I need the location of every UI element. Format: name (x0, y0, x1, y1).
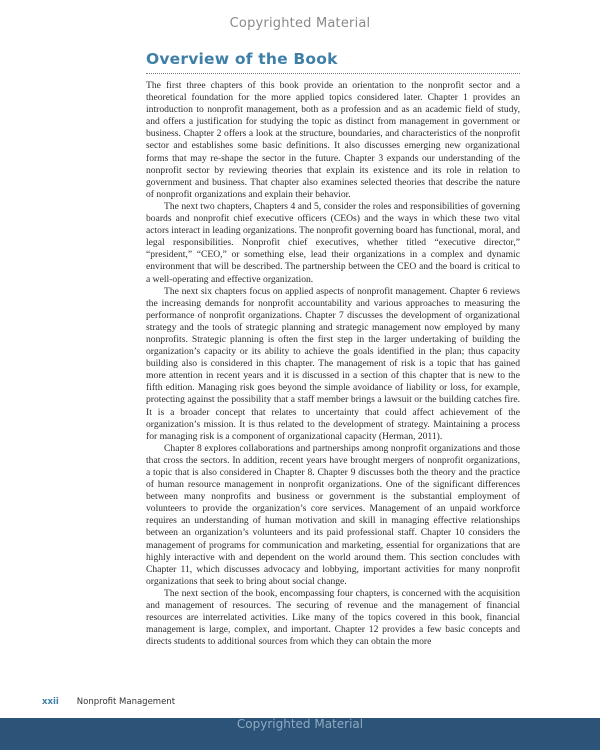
running-title: Nonprofit Management (76, 697, 176, 707)
heading-divider (146, 73, 520, 74)
paragraph: Chapter 8 explores collaborations and partnerships among nonprofit organizations and those that cross the sectors. In addition, recent years have brought mergers of nonprofit organizations, a topic that is also considered in Chapter 8. Chapter 9 discusses both the theory and the practice of human resource management in nonprofit organizations. One of the significant differences between many nonprofits and business or government is the substantial employment of volunteers to provide the organization’s core services. Management of an unpaid workforce requires an understanding of human motivation and skill in managing effective relationships between an organization’s volunteers and its paid professional staff. Chapter 10 considers the management of programs for communication and marketing, essential for organizations that are highly interactive with and dependent on the world around them. This section concludes with Chapter 11, which discusses advocacy and lobbying, important activities for many nonprofit organizations that seek to bring about social change. (146, 442, 520, 587)
watermark-top: Copyrighted Material (229, 16, 371, 31)
paragraph: The first three chapters of this book provide an orientation to the nonprofit sector and a theoretical foundation for the more applied topics considered later. Chapter 1 provides an introduction to nonprofit management, both as a profession and as an academic field of study, and offers a justification for studying the topic as distinct from management in government or business. Chapter 2 offers a look at the structure, boundaries, and characteristics of the nonprofit sector and establishes some basic definitions. It also discusses emerging new organizational forms that may re-shape the sector in the future. Chapter 3 expands our understanding of the nonprofit sector by reviewing theories that explain its existence and its role in relation to government and business. That chapter also examines selected theories that describe the nature of nonprofit organizations and explain their behavior. (146, 80, 520, 200)
watermark-bottom: Copyrighted Material (236, 717, 364, 731)
paragraph: The next section of the book, encompassing four chapters, is concerned with the acquisition and management of resources. The securing of revenue and the management of financial resources are interrelated activities. Like many of the topics covered in this book, financial management is large, complex, and important. Chapter 12 provides a few basic concepts and directs students to additional sources from which they can obtain the more (146, 587, 520, 648)
page-number: xxii (42, 697, 59, 707)
body-text (146, 80, 520, 648)
paragraph: The next two chapters, Chapters 4 and 5, consider the roles and responsibilities of governing boards and nonprofit chief executive officers (CEOs) and the ways in which these two vital actors interact in leading organizations. The nonprofit governing board has functional, moral, and legal responsibilities. Nonprofit chief executives, whether titled “executive director,” “president,” “CEO,” or something else, lead their organizations in a complex and dynamic environment that will be described. The partnership between the CEO and the board is critical to a well-operating and effective organization. (146, 200, 520, 285)
paragraph: The next six chapters focus on applied aspects of nonprofit management. Chapter 6 reviews the increasing demands for nonprofit accountability and various approaches to measuring the performance of nonprofit organizations. Chapter 7 discusses the development of organizational strategy and the tools of strategic planning and strategic management now employed by many nonprofits. Strategic planning is often the first step in the larger undertaking of building the organization’s capacity or its ability to achieve the goals identified in the plan; thus capacity building also is considered in this chapter. The management of risk is a topic that has gained more attention in recent years and it is discussed in a section of this chapter that is new to the fifth edition. Managing risk goes beyond the simple avoidance of liability or loss, for example, protecting against the possibility that a staff member brings a lawsuit or the building catches fire. It is a broader concept that relates to uncertainty that could affect achievement of the organization’s mission. It is thus related to the development of strategy. Maintaining a process for managing risk is a component of organizational capacity (Herman, 2011). (146, 285, 520, 442)
section-heading: Overview of the Book (146, 50, 338, 68)
page-footer (42, 697, 175, 707)
